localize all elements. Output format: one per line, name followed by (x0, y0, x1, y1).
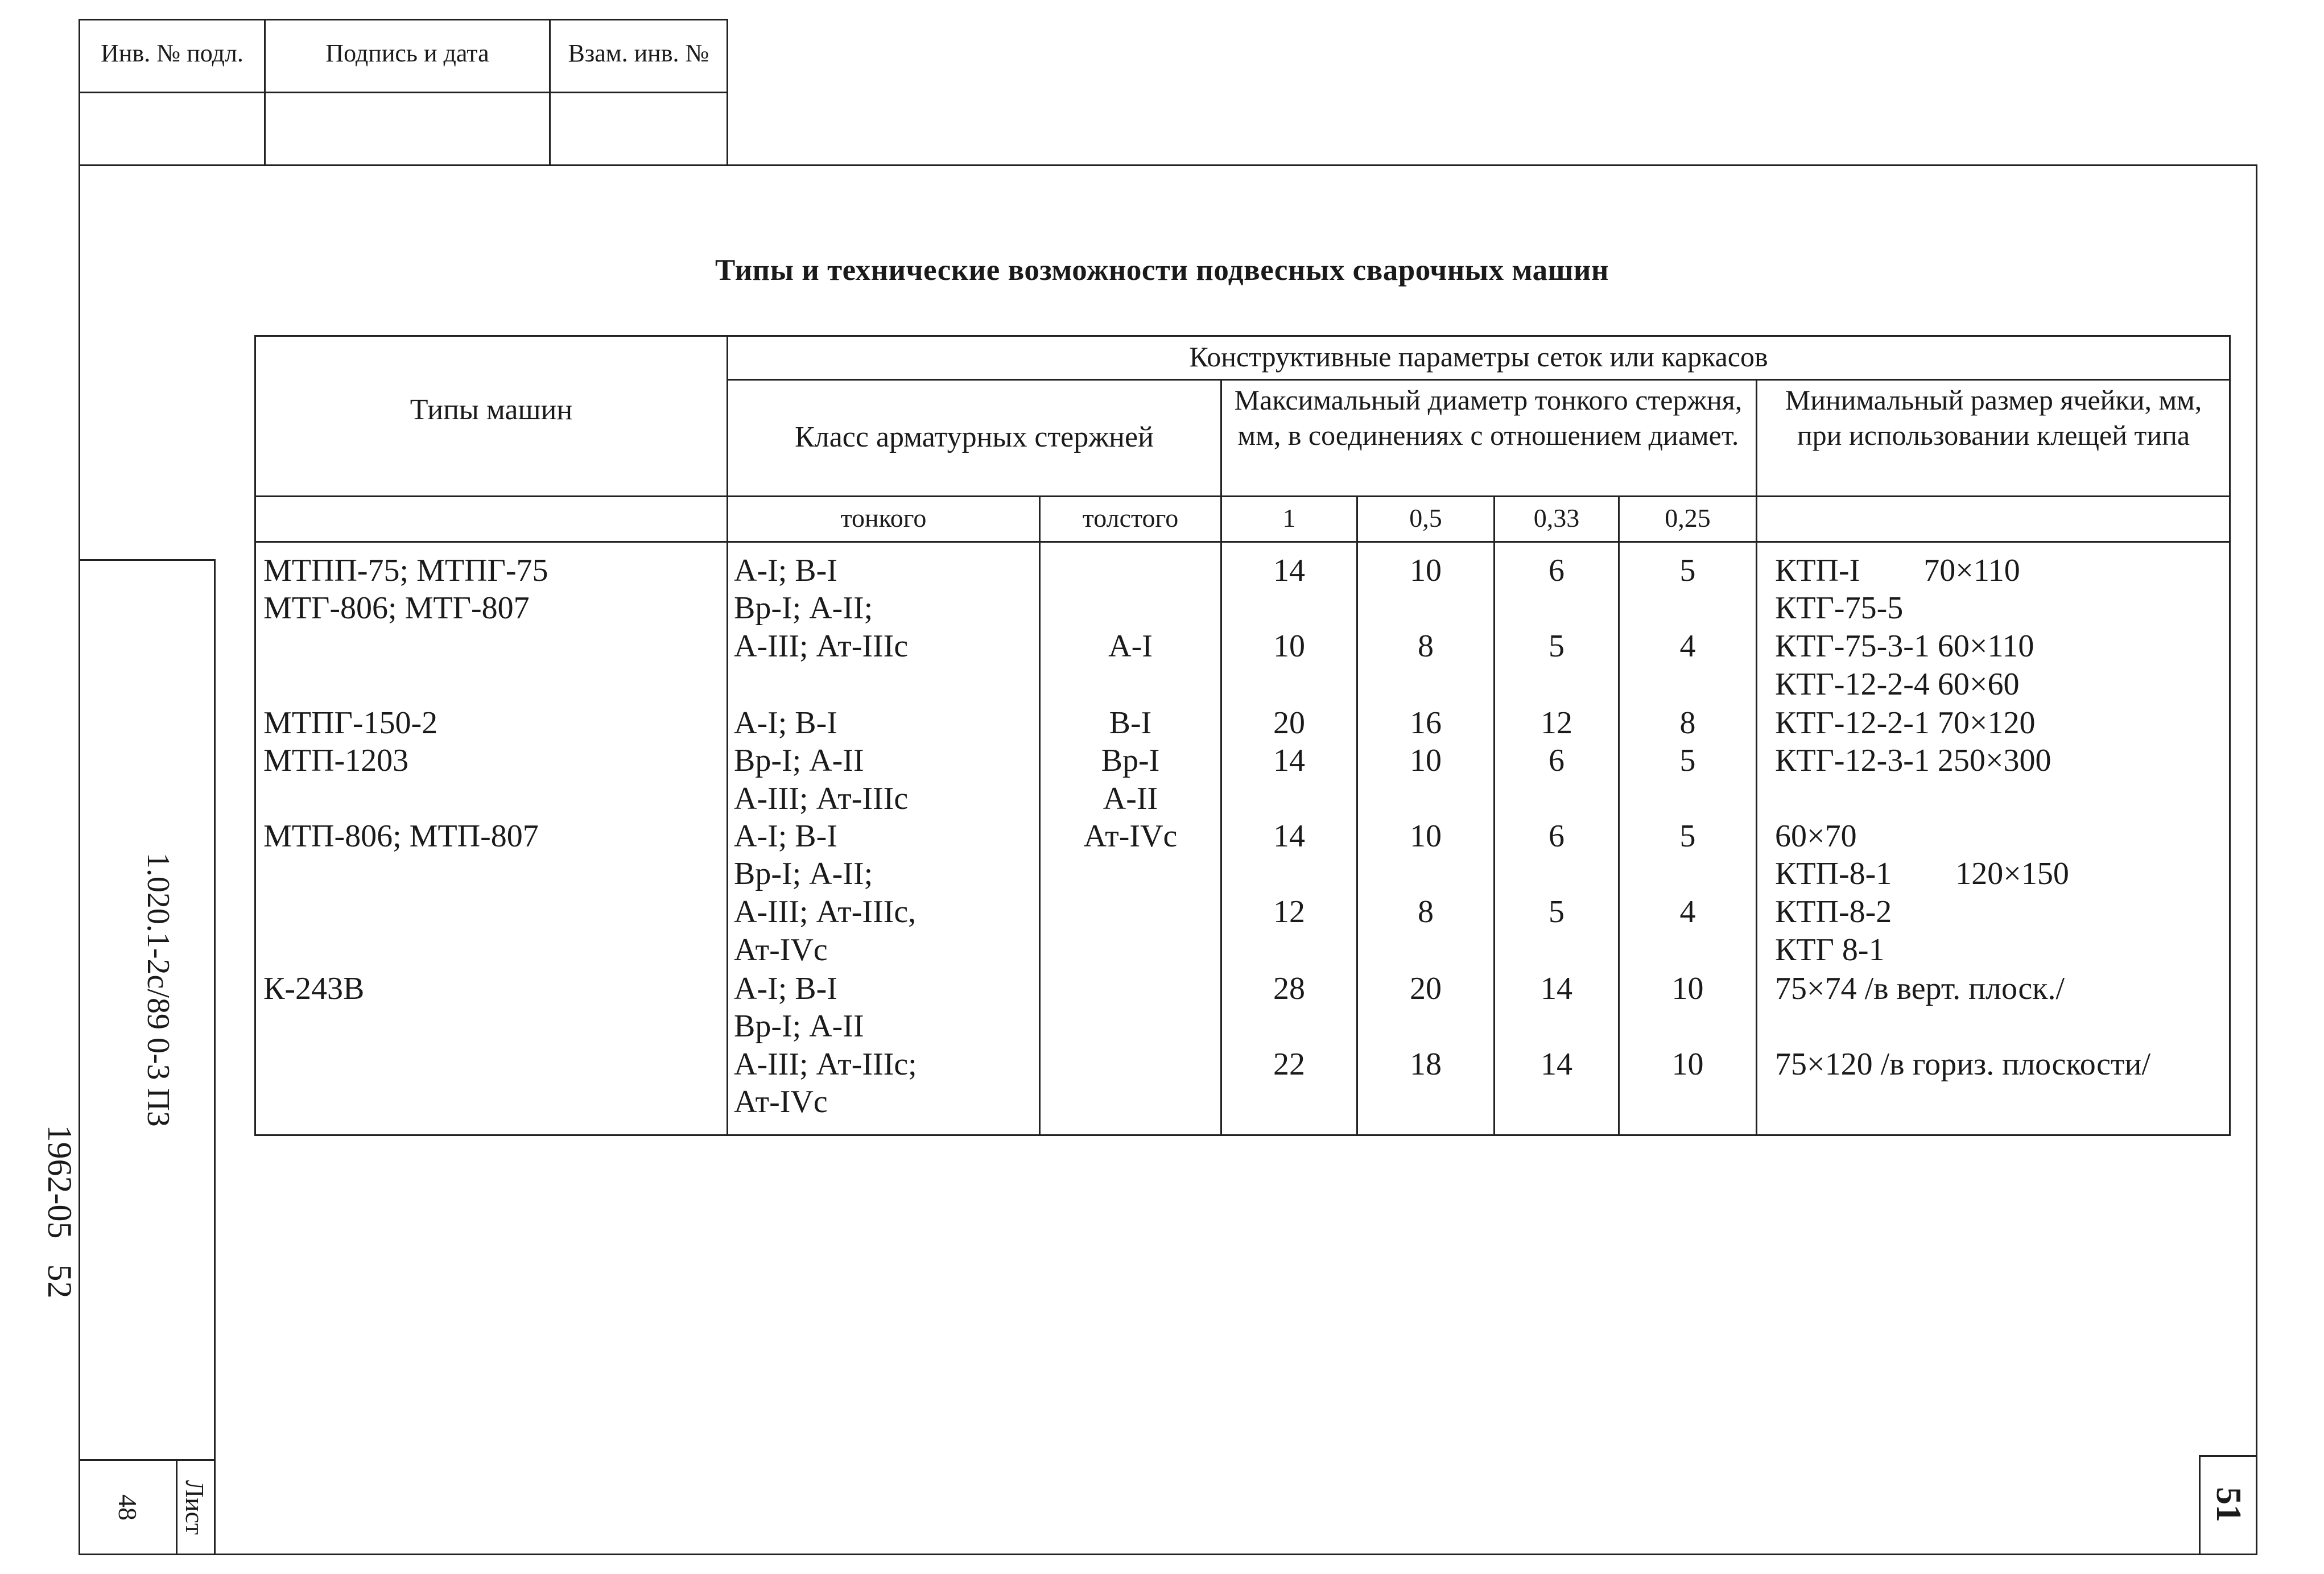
machine-k-243v: К-243В (263, 971, 365, 1006)
cell-size: КТГ 8-1 (1775, 932, 1885, 968)
thick-class: А-I (1108, 629, 1153, 664)
diam-value: 10 (1273, 629, 1305, 664)
thick-class: Вр-I (1101, 743, 1160, 778)
diam-value: 10 (1410, 819, 1442, 854)
cell-size: 60×70 (1775, 819, 1857, 854)
machine-mtpg-150: МТПГ-150-2 (263, 705, 438, 741)
page-number: 51 (2209, 1487, 2248, 1522)
list-label: Лист (180, 1480, 209, 1535)
thin-class: А-I; В-I (734, 705, 837, 741)
diam-value: 6 (1549, 743, 1565, 778)
diam-value: 6 (1549, 553, 1565, 588)
diam-value: 12 (1541, 705, 1572, 741)
machine-mtg-806: МТГ-806; МТГ-807 (263, 590, 530, 626)
stamp-inv-podl: Инв. № подл. (101, 39, 243, 67)
thin-class: Вр-I; А-II; (734, 856, 873, 891)
diam-value: 5 (1549, 629, 1565, 664)
thin-class: Ат-IVс (734, 1084, 828, 1119)
diam-value: 4 (1679, 629, 1696, 664)
diam-value: 10 (1671, 971, 1704, 1006)
header-machine-types: Типы машин (410, 394, 573, 426)
diam-value: 20 (1273, 705, 1305, 741)
diam-value: 5 (1679, 819, 1696, 854)
header-construct-params: Конструктивные параметры сеток или каркасов (1189, 341, 1768, 373)
thin-class: А-III; Ат-IIIс, (734, 894, 917, 929)
diam-value: 5 (1679, 743, 1696, 778)
stamp-podpis-data: Подпись и дата (325, 39, 489, 67)
thin-class: Ат-IVс (734, 932, 828, 968)
header-ratio-05: 0,5 (1409, 503, 1442, 532)
diam-value: 22 (1273, 1047, 1305, 1082)
cell-size: КТГ-75-5 (1775, 590, 1904, 626)
cell-size: КТП-I 70×110 (1775, 553, 2020, 588)
diam-value: 5 (1679, 553, 1696, 588)
thin-class: Вр-I; А-II; (734, 590, 873, 626)
header-max-diameter: Максимальный диаметр тонкого стержня, мм, в соединениях с отношением диамет. (1234, 384, 1743, 451)
diam-value: 10 (1410, 743, 1442, 778)
diam-value: 14 (1273, 819, 1305, 854)
diam-value: 6 (1549, 819, 1565, 854)
header-thin: тонкого (840, 503, 927, 532)
diam-value: 10 (1671, 1047, 1704, 1082)
diam-value: 8 (1418, 894, 1434, 929)
diam-value: 8 (1418, 629, 1434, 664)
diam-value: 14 (1273, 743, 1305, 778)
header-ratio-025: 0,25 (1665, 503, 1711, 532)
thick-class: В-I (1109, 705, 1152, 741)
diam-value: 14 (1541, 1047, 1572, 1082)
thin-class: Вр-I; А-II (734, 1009, 864, 1044)
diam-value: 4 (1679, 894, 1696, 929)
header-ratio-033: 0,33 (1533, 503, 1580, 532)
thin-class: Вр-I; А-II (734, 743, 864, 778)
cell-size: КТГ-12-2-1 70×120 (1775, 705, 2036, 741)
diam-value: 12 (1273, 894, 1305, 929)
thin-class: А-I; В-I (734, 971, 837, 1006)
machine-mtp-1203: МТП-1203 (263, 743, 409, 778)
page-title: Типы и технические возможности подвесных сварочных машин (715, 254, 1609, 287)
list-number: 48 (113, 1494, 142, 1521)
header-rebar-class: Класс арматурных стержней (795, 421, 1154, 453)
doc-code: 1.020.1-2с/89 0-3 ПЗ (141, 852, 176, 1127)
cell-size: КТГ-75-3-1 60×110 (1775, 629, 2034, 664)
thick-class: А-II (1103, 781, 1158, 816)
diam-value: 5 (1549, 894, 1565, 929)
thin-class: А-I; В-I (734, 553, 837, 588)
diam-value: 10 (1410, 553, 1442, 588)
machine-mtpp-75: МТПП-75; МТПГ-75 (263, 553, 548, 588)
diam-value: 14 (1541, 971, 1572, 1006)
thin-class: А-I; В-I (734, 819, 837, 854)
thin-class: А-III; Ат-IIIс; (734, 1047, 917, 1082)
diam-value: 18 (1410, 1047, 1442, 1082)
thick-class: Ат-IVс (1083, 819, 1178, 854)
header-min-cell: Минимальный размер ячейки, мм, при использовании клещей типа (1785, 384, 2202, 451)
diam-value: 8 (1679, 705, 1696, 741)
diam-value: 16 (1410, 705, 1442, 741)
cell-size: КТГ-12-3-1 250×300 (1775, 743, 2051, 778)
cell-size: 75×74 /в верт. плоск./ (1775, 971, 2065, 1006)
machine-mtp-806: МТП-806; МТП-807 (263, 819, 539, 854)
stamp-vzam-inv: Взам. инв. № (568, 39, 709, 67)
thin-class: А-III; Ат-IIIс (734, 629, 909, 664)
header-thick: толстого (1082, 503, 1179, 532)
archive-number: 1962-05 52 (41, 1125, 79, 1299)
diam-value: 28 (1273, 971, 1305, 1006)
cell-size: КТП-8-1 120×150 (1775, 856, 2069, 891)
diam-value: 14 (1273, 553, 1305, 588)
cell-size: КТГ-12-2-4 60×60 (1775, 667, 2020, 702)
diam-value: 20 (1410, 971, 1442, 1006)
cell-size: КТП-8-2 (1775, 894, 1892, 929)
cell-size: 75×120 /в гориз. плоскости/ (1775, 1047, 2151, 1082)
thin-class: А-III; Ат-IIIс (734, 781, 909, 816)
header-ratio-1: 1 (1282, 503, 1296, 532)
